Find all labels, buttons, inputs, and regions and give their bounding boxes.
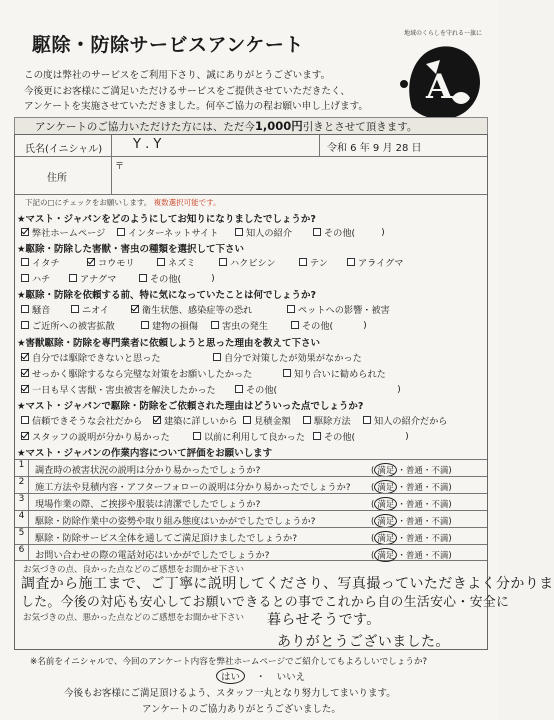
consent-no[interactable]: いいえ (276, 672, 306, 683)
postal-mark: 〒 (115, 162, 125, 172)
banner-amount: 1,000円 (254, 119, 303, 133)
option-other[interactable]: その他( ) (313, 429, 409, 443)
option-rat[interactable]: ネズミ (157, 255, 196, 269)
option-raccoon[interactable]: アライグマ (347, 255, 403, 269)
option-clear-explanation[interactable]: スタッフの説明が分かり易かった (21, 429, 170, 443)
address-field[interactable] (127, 159, 467, 191)
option-building-damage[interactable]: 建物の損傷 (141, 318, 198, 332)
intro-line: この度は弊社のサービスをご利用下さり、誠にありがとうございます。 (24, 70, 331, 81)
name-field[interactable]: Y . Y (133, 137, 162, 152)
logo-tagline: 地域のくらしを守れる一旗に (404, 30, 483, 37)
comment-good-label: お気づきの点、良かった点などのご感想をお聞かせ下さい (23, 565, 245, 575)
option-neighbor-spread[interactable]: ご近所への被害拡散 (21, 318, 115, 332)
survey-form (14, 134, 554, 650)
checkbox[interactable] (235, 228, 243, 236)
logo-letter: A (426, 67, 453, 107)
question-evaluation: ★マスト・ジャパンの作業内容について評価をお願いします (17, 448, 273, 459)
checkbox[interactable] (313, 228, 321, 236)
comment-line: 暮らせそうです。 (267, 612, 381, 628)
option-hygiene[interactable]: 衛生状態、感染症等の恐れ (131, 302, 252, 316)
rating-selector[interactable]: ( 満足 ・普通・不満) (371, 480, 452, 494)
option-recommended[interactable]: 知り合いに勧められた (283, 366, 386, 380)
option-building-expert[interactable]: 建築に詳しいから (153, 413, 238, 427)
date-field[interactable]: 令和 6 年 9 月 28 日 (327, 143, 422, 154)
comment-bad-label: お気づきの点、悪かった点などのご感想をお聞かせ下さい (23, 613, 245, 623)
check-note: 下記の□にチェックをお願いします。 (25, 198, 152, 207)
rating-selector[interactable]: ( 満足 ・普通・不満) (371, 463, 452, 477)
address-row (15, 157, 487, 195)
option-used-before[interactable]: 以前に利用して良かった (193, 429, 305, 443)
option-self-failed[interactable]: 自分で対策したが効果がなかった (213, 350, 362, 364)
name-label: 氏名(イニシャル) (25, 144, 103, 155)
option-method[interactable]: 駆除方法 (303, 413, 351, 427)
option-other[interactable]: その他( ) (235, 382, 401, 396)
option-trustworthy[interactable]: 信頼できそうな会社だから (21, 413, 142, 427)
divider (319, 135, 320, 157)
option-solve-fast[interactable]: 一日も早く害獣・害虫被害を解決したかった (21, 382, 216, 396)
eval-row: 4 駆除・防除作業中の姿勢や取り組み態度はいかがでしたでしょうか? ( 満足 ・普通・不満) (15, 510, 487, 527)
option-other[interactable]: その他( ) (139, 271, 215, 285)
option-pet-damage[interactable]: ペットへの影響・被害 (287, 302, 390, 316)
option-cannot-self[interactable]: 自分では駆除できないと思った (21, 350, 161, 364)
consent-yes[interactable]: はい (216, 668, 245, 684)
comment-line: 調査から施工まで、ご丁寧に説明してくださり、写真撮っていただきよく分かりま (21, 576, 554, 592)
comment-line: ありがとうございました。 (277, 634, 450, 650)
option-estimate[interactable]: 見積金額 (243, 413, 291, 427)
question-pest-type: ★駆除・防除した害獣・害虫の種類を選択して下さい (17, 244, 245, 255)
option-marten[interactable]: テン (299, 255, 328, 269)
option-homepage[interactable]: 弊社ホームページ (21, 225, 105, 239)
question-source: ★マスト・ジャパンをどのようにしてお知りになりましたでしょうか? (17, 214, 316, 225)
rating-selector[interactable]: ( 満足 ・普通・不満) (371, 548, 452, 562)
banner-pre: アンケートのご協力いただけた方には、ただ今 (35, 121, 255, 133)
option-referral[interactable]: 知人の紹介 (235, 225, 292, 239)
page-title: 駆除・防除サービスアンケート (32, 34, 304, 56)
option-badger[interactable]: アナグマ (69, 271, 116, 285)
company-logo (396, 38, 488, 124)
eval-row: 6 お問い合わせの際の電話対応はいかがでしたでしょうか? ( 満足 ・普通・不満) (15, 544, 487, 561)
consent-question: ※名前をイニシャルで、今回のアンケート内容を弊社ホームページでご紹介してもよろしいでしょうか? (30, 657, 428, 667)
discount-banner (14, 117, 488, 135)
checkbox[interactable] (21, 228, 29, 236)
intro-line: 今後更にお客様にご満足いただけるサービスをご提供させていただきたく、 (24, 85, 350, 97)
closing-line: 今後もお客様にご満足頂けるよう、スタッフ一丸となり努力してまいります。 (64, 688, 396, 699)
intro-text (24, 68, 369, 115)
check-note-multi: 複数選択可能です。 (153, 198, 221, 207)
eval-row: 1 調査時の被害状況の説明は分かり易かったでしょうか? ( 満足 ・普通・不満) (15, 459, 487, 476)
option-odor[interactable]: ニオイ (71, 302, 109, 316)
rating-selector[interactable]: ( 満足 ・普通・不満) (371, 497, 452, 511)
checkbox[interactable] (117, 228, 125, 236)
eval-row: 2 施工方法や見積内容・アフターフォローの説明は分かり易かったでしょうか? ( 満足 ・普通・不満) (15, 476, 487, 493)
eval-row: 5 駆除・防除サービス全体を通してご満足頂けましたでしょうか? ( 満足 ・普通・不満) (15, 527, 487, 544)
option-referral[interactable]: 知人の紹介だから (363, 413, 448, 427)
rating-selector[interactable]: ( 満足 ・普通・不満) (371, 514, 452, 528)
question-concern: ★駆除・防除を依頼する前、特に気になっていたことは何でしょうか? (17, 290, 317, 301)
option-insects[interactable]: 害虫の発生 (211, 318, 268, 332)
closing-thanks: アンケートのご協力ありがとうございました。 (142, 704, 341, 715)
consent-options: はい ・ いいえ (216, 668, 305, 684)
option-masked-civet[interactable]: ハクビシン (219, 255, 276, 269)
option-noise[interactable]: 騒音 (21, 302, 50, 316)
option-bee[interactable]: ハチ (21, 271, 50, 285)
address-label: 住所 (47, 173, 67, 184)
rating-selector[interactable]: ( 満足 ・普通・不満) (371, 531, 452, 545)
option-internet-site[interactable]: インターネットサイト (117, 225, 218, 239)
comment-line: した。今後の対応も安心してお願いできるとの事でこれから自の生活安心・安全に (21, 595, 510, 610)
check-instruction (25, 197, 221, 208)
question-reason-pro: ★害獣駆除・防除を専門業者に依頼しようと思った理由を教えて下さい (17, 338, 321, 349)
option-bat[interactable]: コウモリ (87, 255, 135, 269)
option-other[interactable]: その他( ) (291, 318, 367, 332)
option-other[interactable]: その他( ) (313, 225, 385, 239)
question-reason-company: ★マスト・ジャパンで駆除・防除をご依頼された理由はどういった点でしょうか? (17, 401, 364, 412)
name-row (15, 135, 487, 157)
option-perfect-measures[interactable]: せっかく駆除するなら完璧な対策をお願いしたかった (21, 366, 252, 380)
intro-line: アンケートを実施させていただきました。何卒ご協力の程お願い申し上げます。 (24, 101, 369, 112)
eval-row: 3 現場作業の際、ご挨拶や服装は清潔でしたでしょうか? ( 満足 ・普通・不満) (15, 493, 487, 510)
banner-post: 引きとさせて頂きます。 (302, 121, 418, 133)
option-weasel[interactable]: イタチ (21, 255, 60, 269)
